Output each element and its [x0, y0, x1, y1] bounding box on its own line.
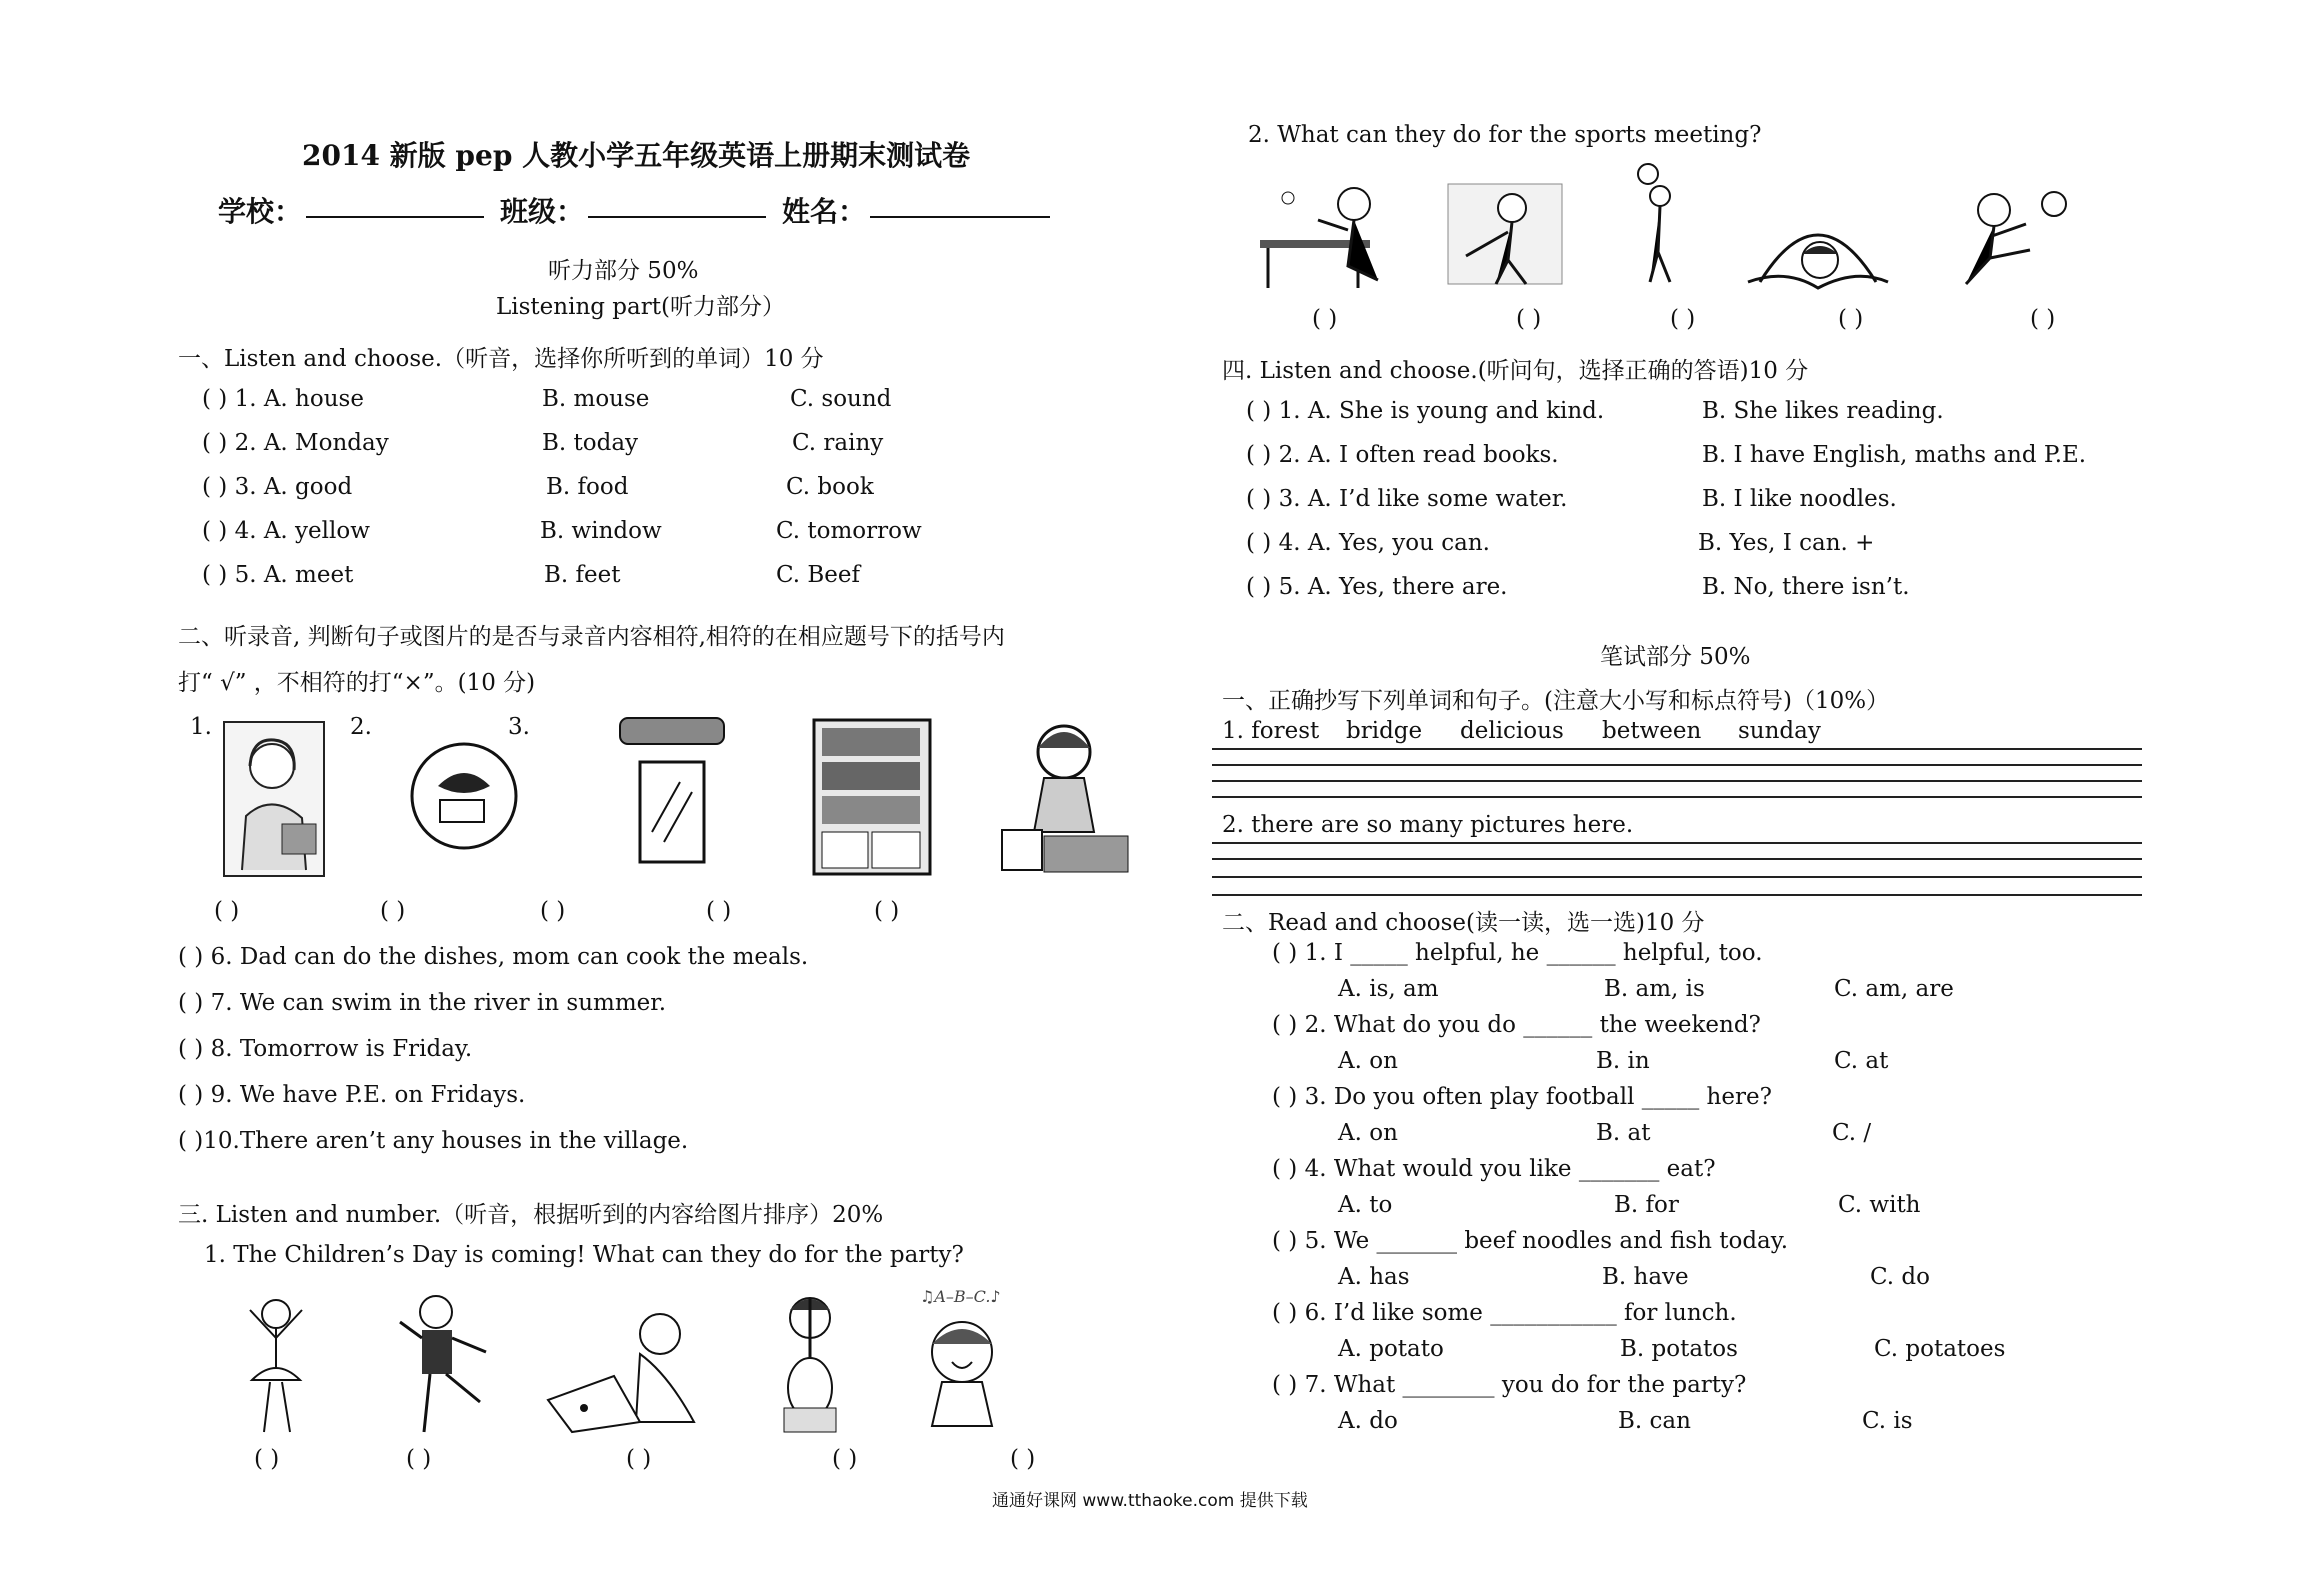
- rc-q5: ( ) 5. We _______ beef noodles and fish today.: [1272, 1228, 1789, 1254]
- s2-label-2: 2.: [350, 714, 372, 740]
- s2-sentence-9: ( ) 9. We have P.E. on Fridays.: [178, 1082, 526, 1108]
- s4-item-2-a: ( ) 2. A. I often read books.: [1246, 442, 1559, 468]
- name-label: 姓名：: [782, 195, 867, 228]
- s2-bracket-4[interactable]: ( ): [706, 898, 732, 924]
- girl-at-computer-image: [994, 712, 1132, 878]
- copy-word-4: between: [1602, 718, 1702, 744]
- s2-sentence-7: ( ) 7. We can swim in the river in summer.: [178, 990, 667, 1016]
- class-label: 班级：: [500, 195, 585, 228]
- section2-line2: 打“ √” ，不相符的打“×”。(10 分): [178, 670, 536, 696]
- s3-question-1: 1. The Children’s Day is coming! What can they do for the party?: [204, 1242, 964, 1268]
- s1-item-3: ( ) 3. A. good: [202, 474, 353, 500]
- kung-fu-boy-image: [396, 1282, 496, 1442]
- basketball-player-image: [1628, 162, 1688, 288]
- football-kick-image: [1946, 184, 2070, 292]
- rc-q4-c: C. with: [1838, 1192, 1921, 1218]
- s3-q2-bracket-1[interactable]: ( ): [1312, 306, 1338, 332]
- rc-q2-a: A. on: [1338, 1048, 1398, 1074]
- copy-word-1: 1. forest: [1222, 718, 1320, 744]
- rc-q5-a: A. has: [1338, 1264, 1410, 1290]
- s1-item-2-b: B. today: [542, 430, 639, 456]
- svg-text:♫A–B–C.♪: ♫A–B–C.♪: [920, 1287, 1001, 1306]
- s4-item-3-b: B. I like noodles.: [1702, 486, 1897, 512]
- rc-q2-b: B. in: [1596, 1048, 1650, 1074]
- s3-q2-bracket-5[interactable]: ( ): [2030, 306, 2056, 332]
- s1-item-2-c: C. rainy: [792, 430, 884, 456]
- footer-credit: 通通好课网 www.tthaoke.com 提供下载: [992, 1491, 1308, 1511]
- school-field[interactable]: [306, 216, 484, 218]
- section4-title: 四. Listen and choose.(听问句，选择正确的答语)10 分: [1222, 358, 1809, 384]
- s3-q2-bracket-3[interactable]: ( ): [1670, 306, 1696, 332]
- s1-item-5-b: B. feet: [544, 562, 621, 588]
- section1-title: 一、Listen and choose.（听音，选择你所听到的单词）10 分: [178, 346, 824, 372]
- fencing-image: [1446, 180, 1564, 292]
- writing-line[interactable]: [1212, 842, 2142, 844]
- rc-q1: ( ) 1. I _____ helpful, he ______ helpful, too.: [1272, 940, 1763, 966]
- rc-q3: ( ) 3. Do you often play football _____ here?: [1272, 1084, 1772, 1110]
- rc-q5-b: B. have: [1602, 1264, 1689, 1290]
- ballerina-image: [236, 1290, 316, 1440]
- woman-at-desk-image: [222, 720, 326, 878]
- rc-q7-a: A. do: [1338, 1408, 1398, 1434]
- writing-s2-title: 二、Read and choose(读一读，选一选)10 分: [1222, 910, 1705, 936]
- s1-item-1: ( ) 1. A. house: [202, 386, 364, 412]
- writing-line[interactable]: [1212, 876, 2142, 878]
- s2-label-3: 3.: [508, 714, 530, 740]
- s1-item-5: ( ) 5. A. meet: [202, 562, 354, 588]
- writing-s1-title: 一、正确抄写下列单词和句子。(注意大小写和标点符号)（10%）: [1222, 688, 1890, 714]
- listening-subheader: Listening part(听力部分）: [496, 294, 785, 320]
- rc-q3-c: C. /: [1832, 1120, 1872, 1146]
- copy-word-2: bridge: [1346, 718, 1423, 744]
- cello-girl-image: [762, 1288, 858, 1438]
- s4-item-5-b: B. No, there isn’t.: [1702, 574, 1910, 600]
- s1-item-4: ( ) 4. A. yellow: [202, 518, 370, 544]
- rc-q1-b: B. am, is: [1604, 976, 1705, 1002]
- rc-q2: ( ) 2. What do you do ______ the weekend?: [1272, 1012, 1761, 1038]
- rc-q6-a: A. potato: [1338, 1336, 1444, 1362]
- s1-item-2: ( ) 2. A. Monday: [202, 430, 389, 456]
- s2-bracket-5[interactable]: ( ): [874, 898, 900, 924]
- rc-q6-b: B. potatos: [1620, 1336, 1738, 1362]
- rc-q7: ( ) 7. What ________ you do for the party?: [1272, 1372, 1747, 1398]
- writing-line[interactable]: [1212, 780, 2142, 782]
- writing-line[interactable]: [1212, 796, 2142, 798]
- s3-q1-bracket-3[interactable]: ( ): [626, 1446, 652, 1472]
- s3-question-2: 2. What can they do for the sports meeting?: [1248, 122, 1762, 148]
- s3-q2-bracket-4[interactable]: ( ): [1838, 306, 1864, 332]
- copy-sentence: 2. there are so many pictures here.: [1222, 812, 1634, 838]
- drawing-girl-image: [544, 1304, 704, 1434]
- s2-sentence-10: ( )10.There aren’t any houses in the village.: [178, 1128, 689, 1154]
- rc-q2-c: C. at: [1834, 1048, 1889, 1074]
- s2-bracket-1[interactable]: ( ): [214, 898, 240, 924]
- s1-item-4-c: C. tomorrow: [776, 518, 922, 544]
- s4-item-5-a: ( ) 5. A. Yes, there are.: [1246, 574, 1508, 600]
- singing-girl-image: [912, 1282, 1012, 1432]
- s4-item-1-a: ( ) 1. A. She is young and kind.: [1246, 398, 1605, 424]
- copy-word-5: sunday: [1738, 718, 1821, 744]
- s4-item-2-b: B. I have English, maths and P.E.: [1702, 442, 2087, 468]
- plate-of-food-image: [404, 736, 520, 856]
- s1-item-1-b: B. mouse: [542, 386, 650, 412]
- s2-bracket-3[interactable]: ( ): [540, 898, 566, 924]
- s2-label-1: 1.: [190, 714, 212, 740]
- writing-header: 笔试部分 50%: [1600, 644, 1751, 670]
- s4-item-4-b: B. Yes, I can. +: [1698, 530, 1875, 556]
- rc-q6: ( ) 6. I’d like some ___________ for lunch.: [1272, 1300, 1737, 1326]
- s3-q1-bracket-5[interactable]: ( ): [1010, 1446, 1036, 1472]
- writing-line[interactable]: [1212, 764, 2142, 766]
- writing-line[interactable]: [1212, 858, 2142, 860]
- s1-item-4-b: B. window: [540, 518, 662, 544]
- s2-sentence-8: ( ) 8. Tomorrow is Friday.: [178, 1036, 473, 1062]
- s3-q2-bracket-2[interactable]: ( ): [1516, 306, 1542, 332]
- page-title: 2014 新版 pep 人教小学五年级英语上册期末测试卷: [302, 139, 971, 172]
- rc-q7-c: C. is: [1862, 1408, 1913, 1434]
- s3-q1-bracket-2[interactable]: ( ): [406, 1446, 432, 1472]
- writing-line[interactable]: [1212, 894, 2142, 896]
- s4-item-1-b: B. She likes reading.: [1702, 398, 1944, 424]
- ping-pong-image: [1258, 180, 1408, 292]
- s1-item-1-c: C. sound: [790, 386, 892, 412]
- s1-item-3-c: C. book: [786, 474, 874, 500]
- rc-q1-a: A. is, am: [1338, 976, 1439, 1002]
- rc-q1-c: C. am, are: [1834, 976, 1954, 1002]
- section3-title: 三. Listen and number.（听音，根据听到的内容给图片排序）20%: [178, 1202, 884, 1228]
- rc-q7-b: B. can: [1618, 1408, 1691, 1434]
- rc-q3-a: A. on: [1338, 1120, 1398, 1146]
- copy-word-3: delicious: [1460, 718, 1564, 744]
- rc-q4-b: B. for: [1614, 1192, 1679, 1218]
- s4-item-3-a: ( ) 3. A. I’d like some water.: [1246, 486, 1568, 512]
- name-field[interactable]: [870, 216, 1050, 218]
- rc-q5-c: C. do: [1870, 1264, 1930, 1290]
- s2-sentence-6: ( ) 6. Dad can do the dishes, mom can cook the meals.: [178, 944, 809, 970]
- s1-item-5-c: C. Beef: [776, 562, 861, 588]
- rc-q3-b: B. at: [1596, 1120, 1651, 1146]
- s3-q1-bracket-1[interactable]: ( ): [254, 1446, 280, 1472]
- writing-line[interactable]: [1212, 748, 2142, 750]
- bookshelf-image: [810, 716, 934, 878]
- rc-q6-c: C. potatoes: [1874, 1336, 2006, 1362]
- rc-q4: ( ) 4. What would you like _______ eat?: [1272, 1156, 1716, 1182]
- swimming-boy-image: [1746, 198, 1890, 294]
- s3-q1-bracket-4[interactable]: ( ): [832, 1446, 858, 1472]
- s4-item-4-a: ( ) 4. A. Yes, you can.: [1246, 530, 1490, 556]
- rc-q4-a: A. to: [1338, 1192, 1393, 1218]
- mirror-image: [610, 712, 734, 872]
- section2-line1: 二、听录音, 判断句子或图片的是否与录音内容相符,相符的在相应题号下的括号内: [178, 624, 1005, 650]
- listening-header: 听力部分 50%: [548, 258, 699, 284]
- school-label: 学校：: [218, 195, 303, 228]
- s1-item-3-b: B. food: [546, 474, 629, 500]
- s2-bracket-2[interactable]: ( ): [380, 898, 406, 924]
- class-field[interactable]: [588, 216, 766, 218]
